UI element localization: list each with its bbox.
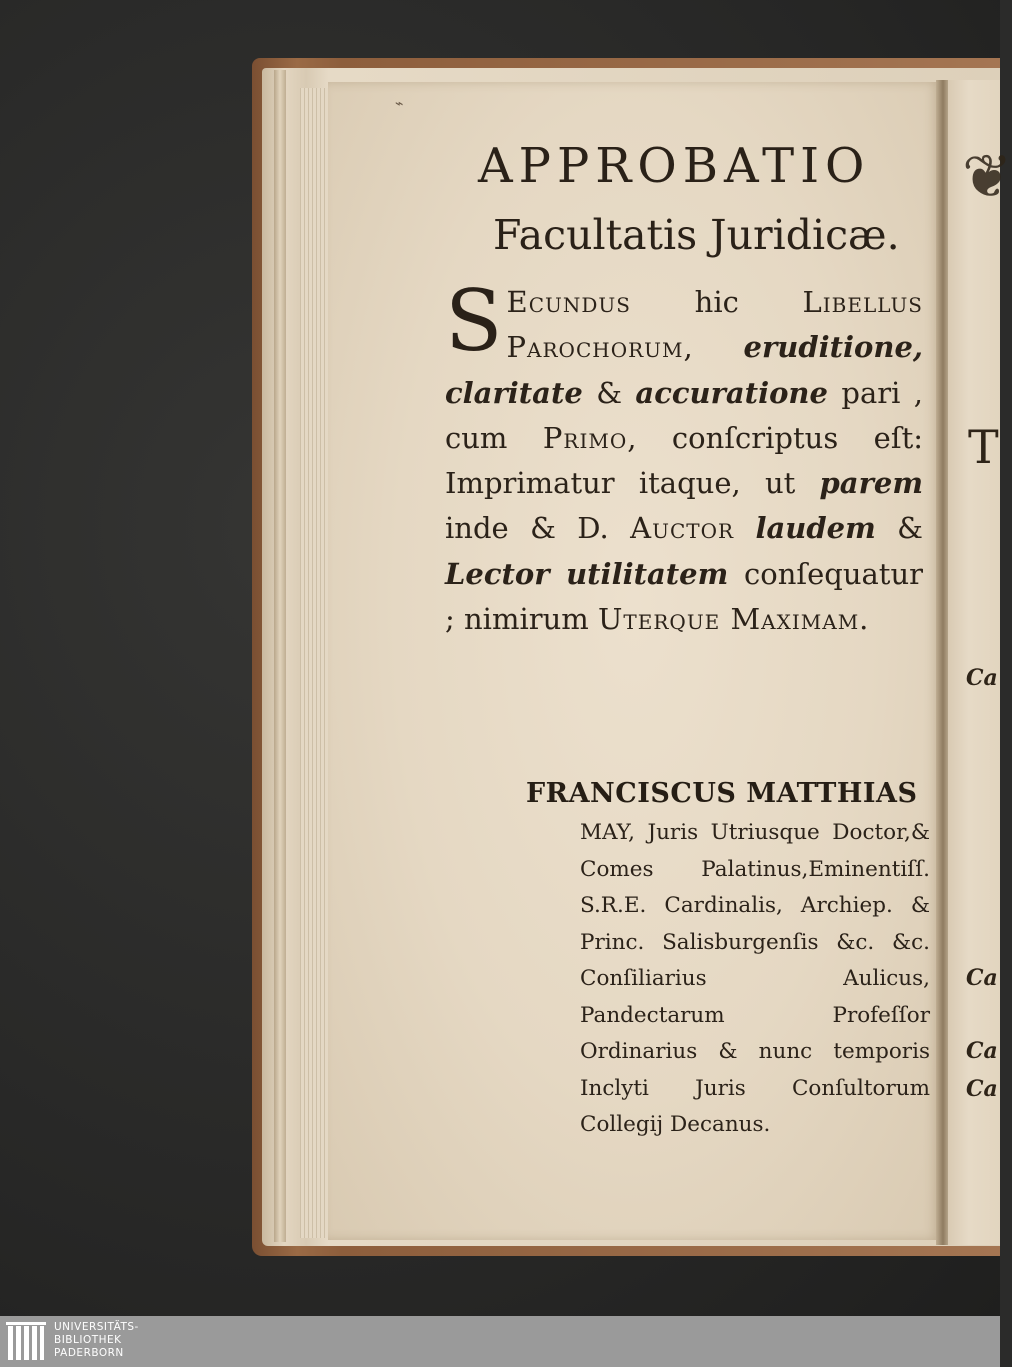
text-run: Uterque Maximam [597, 602, 860, 637]
text-run: . [859, 602, 869, 637]
text-run: eruditione, claritate [445, 330, 923, 410]
text-run: Lector utilitatem [445, 556, 729, 591]
text-run: pari , cum [445, 375, 923, 455]
text-run [734, 511, 755, 545]
text-run: parem [819, 466, 923, 501]
text-run: accuratione [635, 375, 828, 410]
text-run: , conſcriptus eſt: Imprimatur itaque, ut [445, 420, 923, 501]
signer-name: FRANCISCUS MATTHIAS [526, 778, 918, 809]
library-name-line: PADERBORN [54, 1347, 124, 1359]
approbation-text [445, 272, 924, 642]
text-run: hic [630, 285, 803, 319]
page-subheading: Facultatis Juridicæ. [493, 211, 900, 259]
facing-page-ornament: ❦ [962, 142, 1012, 212]
drop-cap: S [445, 272, 503, 370]
facing-page-fragment: Ca [966, 1076, 998, 1102]
page-mark: ⌁ [395, 96, 404, 112]
text-run: & [875, 511, 923, 546]
facing-page-fragment: Ca [966, 965, 998, 991]
footer-bar [0, 1316, 1000, 1367]
library-logo-icon [6, 1320, 46, 1362]
text-run: inde & D. [445, 511, 631, 546]
page-heading: APPROBATIO [478, 138, 871, 194]
facing-page [948, 80, 1012, 1245]
text-run: conſequatur ; nimirum [445, 556, 924, 637]
text-run: Ecundus [506, 285, 631, 319]
facing-page-fragment: Ca [966, 665, 998, 691]
library-name [54, 1321, 139, 1360]
signer-title: MAY, Juris Utriusque Doctor,& Comes Palatinus,Eminentiſſ. S.R.E. Cardinalis, Archiep. & Princ. Salisburgenſis &c. &c. Conſiliarius Aulicus, Pandectarum Profeſſor Ordinarius & nunc temporis Inclyti Juris Conſultorum Collegij Decanus. [580, 820, 930, 1137]
library-name-line: BIBLIOTHEK [54, 1334, 122, 1346]
text-run: Auctor [630, 511, 735, 546]
text-run: laudem [755, 511, 876, 546]
page-edges [300, 88, 330, 1238]
facing-page-fragment: Ca [966, 1038, 998, 1064]
text-run: , [683, 330, 744, 365]
text-run: Primo [542, 420, 628, 455]
facing-page-letter: T [968, 420, 999, 474]
spine-edge [274, 70, 286, 1242]
text-run: & [582, 375, 636, 410]
library-name-line: UNIVERSITÄTS- [54, 1321, 139, 1333]
text-run: Libellus Parochorum [506, 285, 923, 365]
